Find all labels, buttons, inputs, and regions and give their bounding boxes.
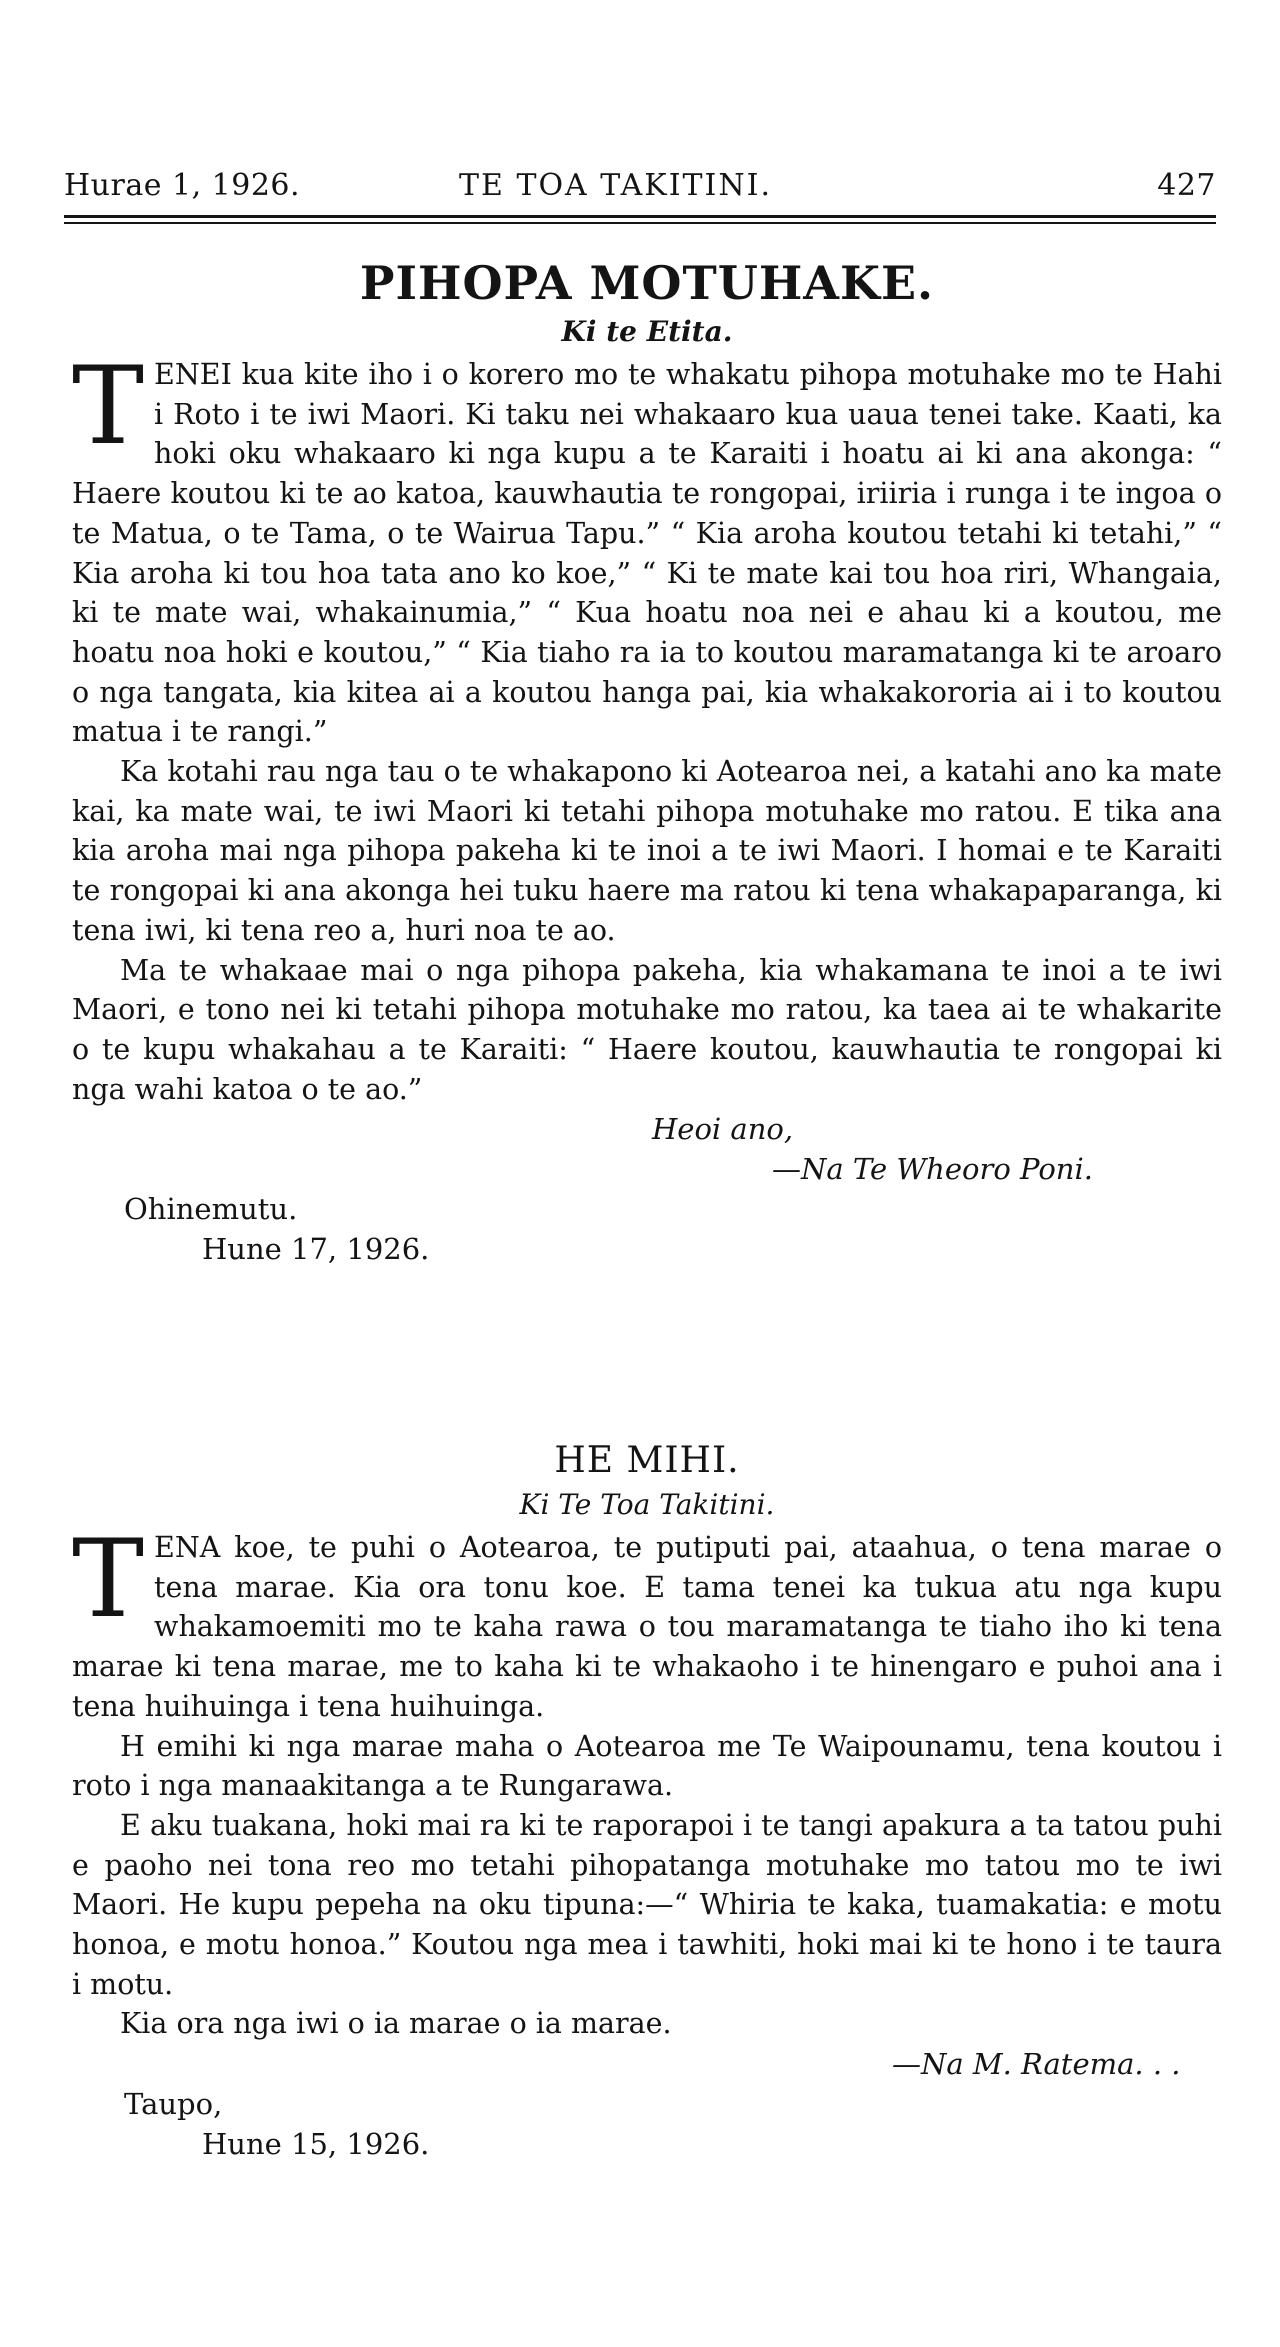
- article-paragraph: E aku tuakana, hoki mai ra ki te raporapoi i te tangi apakura a ta tatou puhi e paoho nei tona reo mo tetahi pihopatanga motuhake mo tatou mo te iwi Maori. He kupu pepeha na oku tipuna:—“ Whiria te kaka, tuamakatia: e motu honoa, e motu honoa.” Koutou nga mea i tawhiti, hoki mai ki te hono i te taura i motu.: [72, 1808, 1222, 2001]
- signature-block: [72, 2044, 1222, 2084]
- article-he-mihi: [72, 1438, 1222, 2164]
- dateline-place: Ohinemutu.: [124, 1192, 298, 1227]
- article-headline: HE MIHI.: [554, 1440, 740, 1481]
- dateline: [72, 2084, 1222, 2164]
- dateline-date: Hune 17, 1926.: [202, 1232, 430, 1267]
- dateline: [72, 1189, 1222, 1269]
- article-headline: PIHOPA MOTUHAKE.: [359, 256, 935, 310]
- article-subtitle: Ki Te Toa Takitini.: [519, 1488, 775, 1521]
- header-date: Hurae 1, 1926.: [64, 168, 301, 203]
- article-paragraph: Kia ora nga iwi o ia marae o ia marae.: [120, 2007, 672, 2041]
- article-paragraph: Ka kotahi rau nga tau o te whakapono ki Aotearoa nei, a katahi ano ka mate kai, ka mate wai, te iwi Maori ki tetahi pihopa motuhake mo ratou. E tika ana kia aroha mai nga pihopa pakeha ki te inoi a te iwi Maori. I homai e te Karaiti te rongopai ki ana akonga hei tuku haere ma ratou ki tena whakapaparanga, ki tena iwi, ki tena reo a, huri noa te ao.: [72, 755, 1222, 947]
- article-pihopa-motuhake: [72, 255, 1222, 1269]
- article-subtitle: Ki te Etita.: [561, 315, 733, 348]
- article-body: [72, 1517, 1222, 2044]
- article-body: [72, 344, 1222, 1109]
- header-rule-thin: [64, 222, 1216, 224]
- page-number: 427: [1157, 168, 1216, 203]
- running-header: [64, 168, 1216, 214]
- header-rule-thick: [64, 215, 1216, 218]
- dateline-date: Hune 15, 1926.: [202, 2127, 430, 2162]
- article-paragraph: [72, 344, 1222, 752]
- author-signature: —Na M. Ratema. . .: [892, 2047, 1181, 2082]
- signature-block: [72, 1109, 1222, 1189]
- paragraph-text: ENEI kua kite iho i o korero mo te whakatu pihopa motuhake mo te Hahi i Roto i te iwi Maori. Ki taku nei whakaaro kua uaua tenei take. Kaati, ka hoki oku whakaaro ki nga kupu a te Karaiti i hoatu ai ki ana akonga: “ Haere koutou ki te ao katoa, kauwhautia te rongopai, iriiria i runga i te ingoa o te Matua, o te Tama, o te Wairua Tapu.” “ Kia aroha koutou tetahi ki tetahi,” “ Kia aroha ki tou hoa tata ano ko koe,” “ Ki te mate kai tou hoa riri, Whangaia, ki te mate wai, whakainumia,” “ Kua hoatu noa nei e ahau ki a koutou, me hoatu noa hoki e koutou,” “ Kia tiaho ra ia to koutou maramatanga ki te aroaro o nga tangata, kia kitea ai a koutou hanga pai, kia whakakororia ai i to koutou matua i te rangi.”: [72, 358, 1222, 749]
- drop-cap: T: [72, 344, 145, 469]
- article-paragraph: Ma te whakaae mai o nga pihopa pakeha, kia whakamana te inoi a te iwi Maori, e tono nei ki tetahi pihopa motuhake mo ratou, ka taea ai te whakarite o te kupu whakahau a te Karaiti: “ Haere koutou, kauwhautia te rongopai ki nga wahi katoa o te ao.”: [72, 953, 1222, 1106]
- author-signature: —Na Te Wheoro Poni.: [772, 1152, 1093, 1187]
- article-paragraph: [72, 1517, 1222, 1727]
- publication-title: TE TOA TAKITINI.: [459, 168, 773, 203]
- article-paragraph: H emihi ki nga marae maha o Aotearoa me Te Waipounamu, tena koutou i roto i nga manaakitanga a te Rungarawa.: [72, 1729, 1222, 1803]
- signoff: Heoi ano,: [652, 1112, 794, 1147]
- drop-cap: T: [72, 1517, 145, 1642]
- paragraph-text: ENA koe, te puhi o Aotearoa, te putiputi pai, ataahua, o tena marae o tena marae. Kia ora tonu koe. E tama tenei ka tukua atu nga kupu whakamoemiti mo te kaha rawa o tou maramatanga te tiaho iho ki tena marae ki tena marae, me to kaha ki te whakaoho i te hinengaro e puhoi ana i tena huihuinga i tena huihuinga.: [72, 1531, 1222, 1723]
- dateline-place: Taupo,: [124, 2087, 223, 2122]
